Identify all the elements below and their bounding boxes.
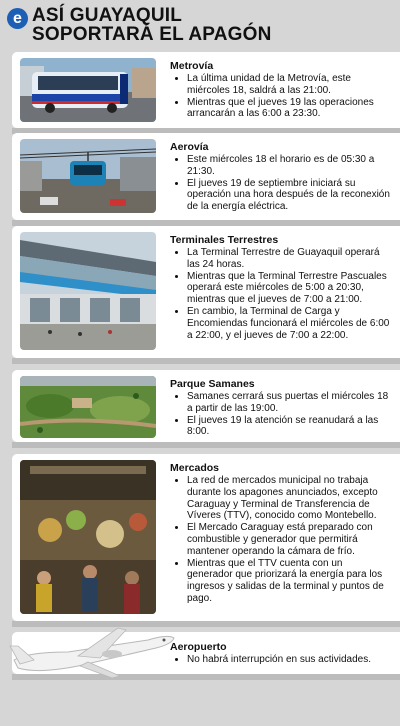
list-item: • En cambio, la Terminal de Carga y Encomiendas funcionará el miércoles de 6:00 a 22:00, y el jueves de 7:00 a 22:00. (187, 306, 390, 341)
section-aerovia (12, 133, 400, 220)
terminal-terrestre-photo (20, 232, 156, 350)
metrovia-info (170, 60, 390, 120)
list-item: • El Mercado Caraguay está preparado con combustible y generador que permitirá mantener operando la cámara de frío. (187, 522, 390, 557)
title-line-1: ASÍ GUAYAQUIL (32, 5, 183, 26)
section-title: Aerovía (170, 141, 209, 153)
brand-logo: e (7, 8, 28, 29)
list-item: • La última unidad de la Metrovía, este miércoles 18, saldrá a las 21:00. (187, 73, 390, 97)
divider (12, 442, 400, 448)
title-line-2: SOPORTARÁ EL APAGÓN (32, 24, 272, 45)
list-item: • No habrá interrupción en sus actividades. (187, 654, 390, 666)
list-item: • Mientras que el TTV cuenta con un generador que priorizará la energía para los ingresos y salidas de la terminal y puntos de pago. (187, 558, 390, 605)
bullet-list (170, 475, 390, 605)
bullet-list (170, 654, 390, 666)
list-item: • Mientras que el jueves 19 las operaciones arrancarán a las 6:00 a 23:30. (187, 97, 390, 121)
bullet-list (170, 73, 390, 120)
bullet-list (170, 391, 390, 438)
airplane-photo (8, 618, 178, 686)
list-item: • El jueves 19 de septiembre iniciará su operación una hora después de la reconexión de la energía eléctrica. (187, 178, 390, 213)
list-item: • La Terminal Terrestre de Guayaquil operará las 24 horas. (187, 247, 390, 271)
mercado-photo (20, 460, 156, 614)
divider (12, 358, 400, 364)
section-title: Parque Samanes (170, 378, 255, 390)
section-terminales (12, 226, 400, 358)
page-title (32, 6, 272, 44)
section-title: Aeropuerto (170, 641, 227, 653)
bullet-list (170, 154, 390, 213)
mercados-info (170, 462, 390, 605)
section-metrovia (12, 52, 400, 128)
parque-samanes-photo (20, 376, 156, 438)
list-item: • El jueves 19 la atención se reanudará a las 8:00. (187, 415, 390, 439)
terminales-info (170, 234, 390, 341)
list-item: • Este miércoles 18 el horario es de 05:30 a 21:30. (187, 154, 390, 178)
list-item: • Samanes cerrará sus puertas el miércoles 18 a partir de las 19:00. (187, 391, 390, 415)
aerovia-cable-car-photo (20, 139, 156, 213)
section-mercados (12, 454, 400, 621)
samanes-info (170, 378, 390, 438)
list-item: • La red de mercados municipal no trabaja durante los apagones anunciados, excepto Caraguay y Terminal de Transferencia de Víveres (TTV), conocido como Montebello. (187, 475, 390, 522)
header (0, 0, 400, 48)
section-samanes (12, 370, 400, 442)
bullet-list (170, 247, 390, 341)
aeropuerto-info (170, 641, 390, 666)
section-title: Metrovía (170, 60, 214, 72)
list-item: • Mientras que la Terminal Terrestre Pascuales operará este miércoles de 5:00 a 20:30, mientras que el jueves de 7:00 a 21:00. (187, 271, 390, 306)
section-title: Terminales Terrestres (170, 234, 279, 246)
aerovia-info (170, 141, 390, 213)
metrovia-bus-photo (20, 58, 156, 122)
section-title: Mercados (170, 462, 220, 474)
